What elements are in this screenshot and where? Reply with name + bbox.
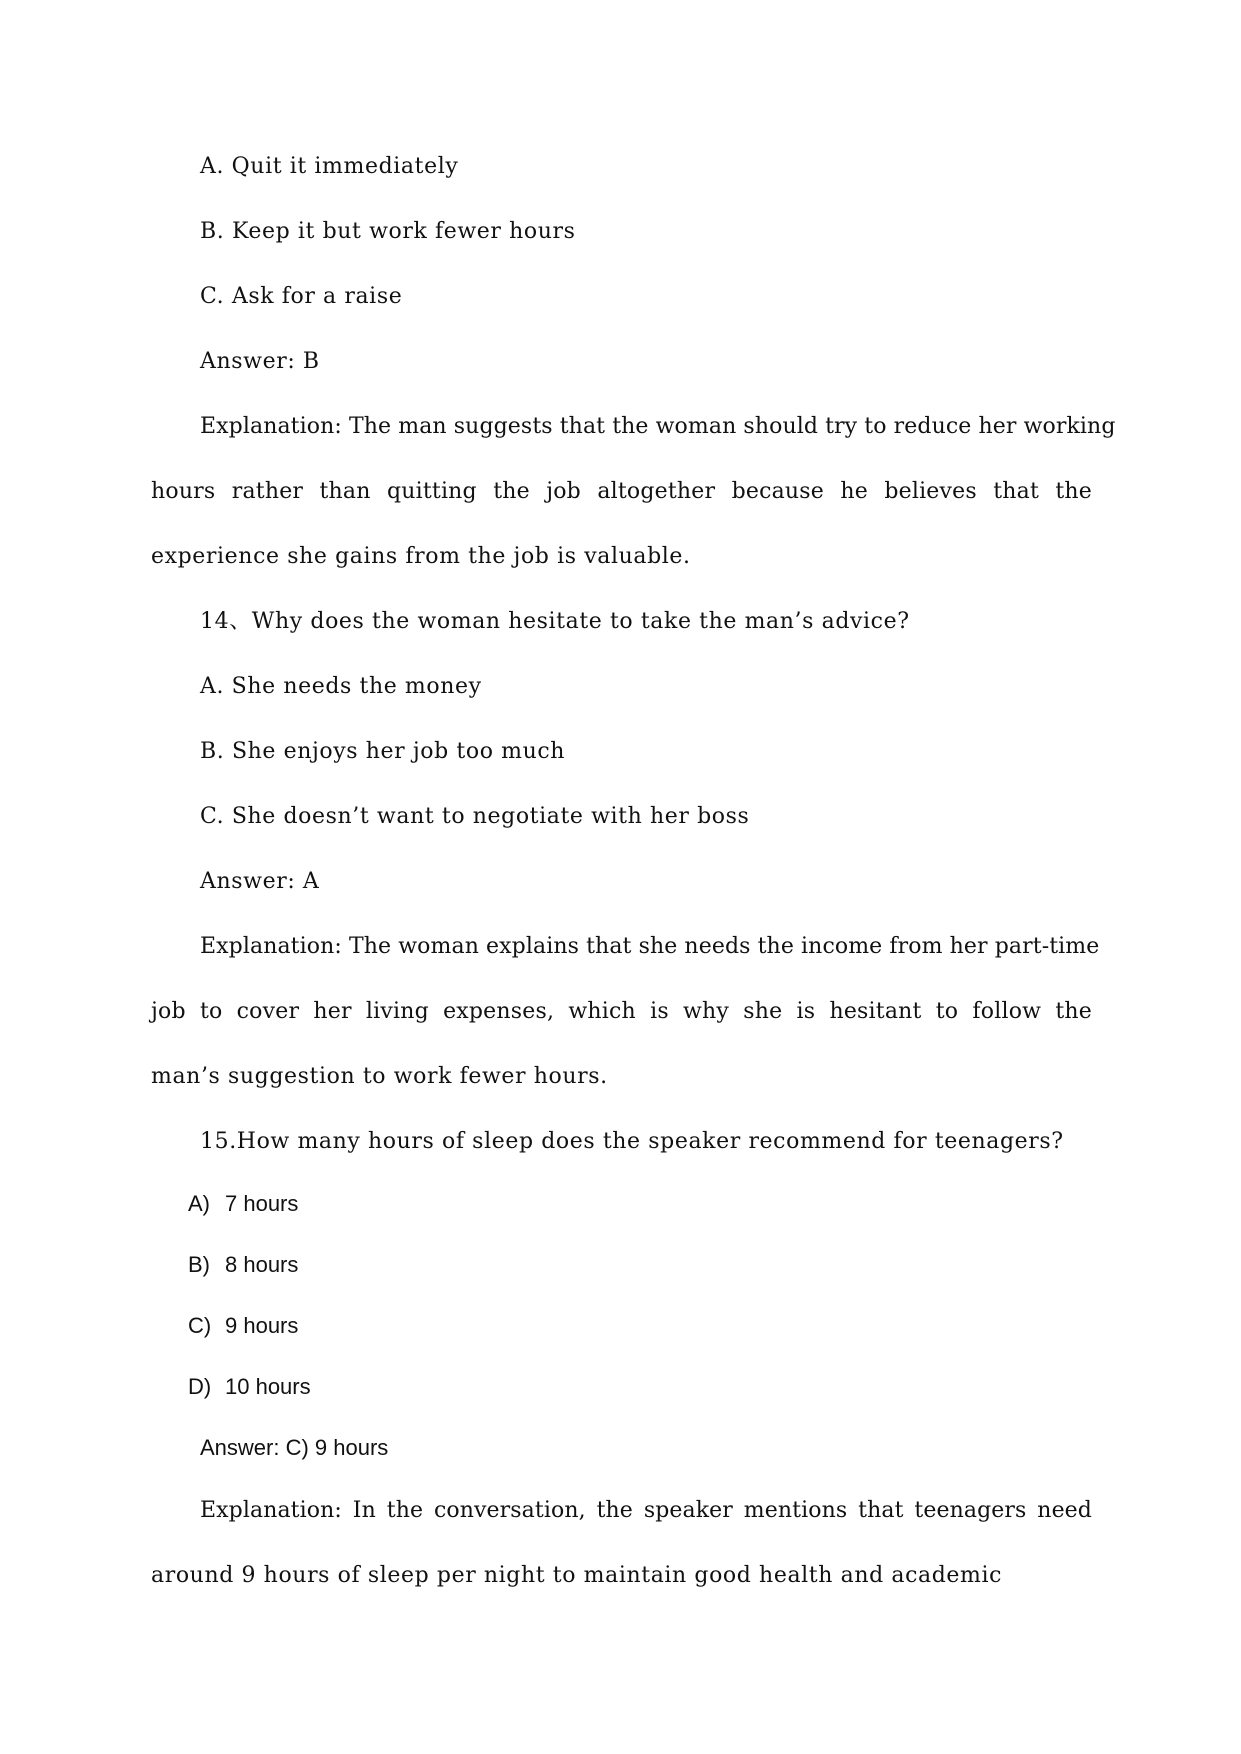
q14-question: 14、Why does the woman hesitate to take the man’s advice? bbox=[200, 609, 910, 634]
q15-option-a bbox=[188, 1189, 298, 1219]
q15-explanation-line-2: around 9 hours of sleep per night to maintain good health and academic bbox=[151, 1563, 1003, 1588]
q14-explanation-line-2: job to cover her living expenses, which is why she is hesitant to follow the bbox=[151, 999, 1092, 1024]
option-letter: A) bbox=[188, 1191, 210, 1216]
q15-option-d bbox=[188, 1372, 311, 1402]
q13-option-a: A. Quit it immediately bbox=[200, 154, 459, 179]
q13-explanation-line-1: Explanation: The man suggests that the woman should try to reduce her working bbox=[200, 414, 1116, 439]
q15-option-b bbox=[188, 1250, 298, 1280]
option-text: 10 hours bbox=[225, 1374, 311, 1399]
q15-option-c bbox=[188, 1311, 298, 1341]
option-letter: C) bbox=[188, 1313, 212, 1338]
q14-answer: Answer: A bbox=[200, 869, 320, 894]
option-text: 9 hours bbox=[225, 1313, 299, 1338]
option-letter: B) bbox=[188, 1252, 210, 1277]
q13-answer: Answer: B bbox=[200, 349, 320, 374]
q14-option-b: B. She enjoys her job too much bbox=[200, 739, 566, 764]
option-letter: D) bbox=[188, 1374, 212, 1399]
q14-explanation-line-3: man’s suggestion to work fewer hours. bbox=[151, 1064, 608, 1089]
q14-explanation-line-1: Explanation: The woman explains that she needs the income from her part-time bbox=[200, 934, 1100, 959]
q14-option-c: C. She doesn’t want to negotiate with her boss bbox=[200, 804, 750, 829]
option-text: 7 hours bbox=[225, 1191, 299, 1216]
option-text: 8 hours bbox=[225, 1252, 299, 1277]
q13-option-c: C. Ask for a raise bbox=[200, 284, 403, 309]
q13-option-b: B. Keep it but work fewer hours bbox=[200, 219, 576, 244]
q15-question: 15.How many hours of sleep does the speaker recommend for teenagers? bbox=[200, 1129, 1064, 1154]
q15-answer: Answer: C) 9 hours bbox=[200, 1435, 389, 1460]
q15-explanation-line-1: Explanation: In the conversation, the speaker mentions that teenagers need bbox=[200, 1498, 1092, 1523]
q14-option-a: A. She needs the money bbox=[200, 674, 482, 699]
q13-explanation-line-2: hours rather than quitting the job altogether because he believes that the bbox=[151, 479, 1092, 504]
q13-explanation-line-3: experience she gains from the job is valuable. bbox=[151, 544, 691, 569]
